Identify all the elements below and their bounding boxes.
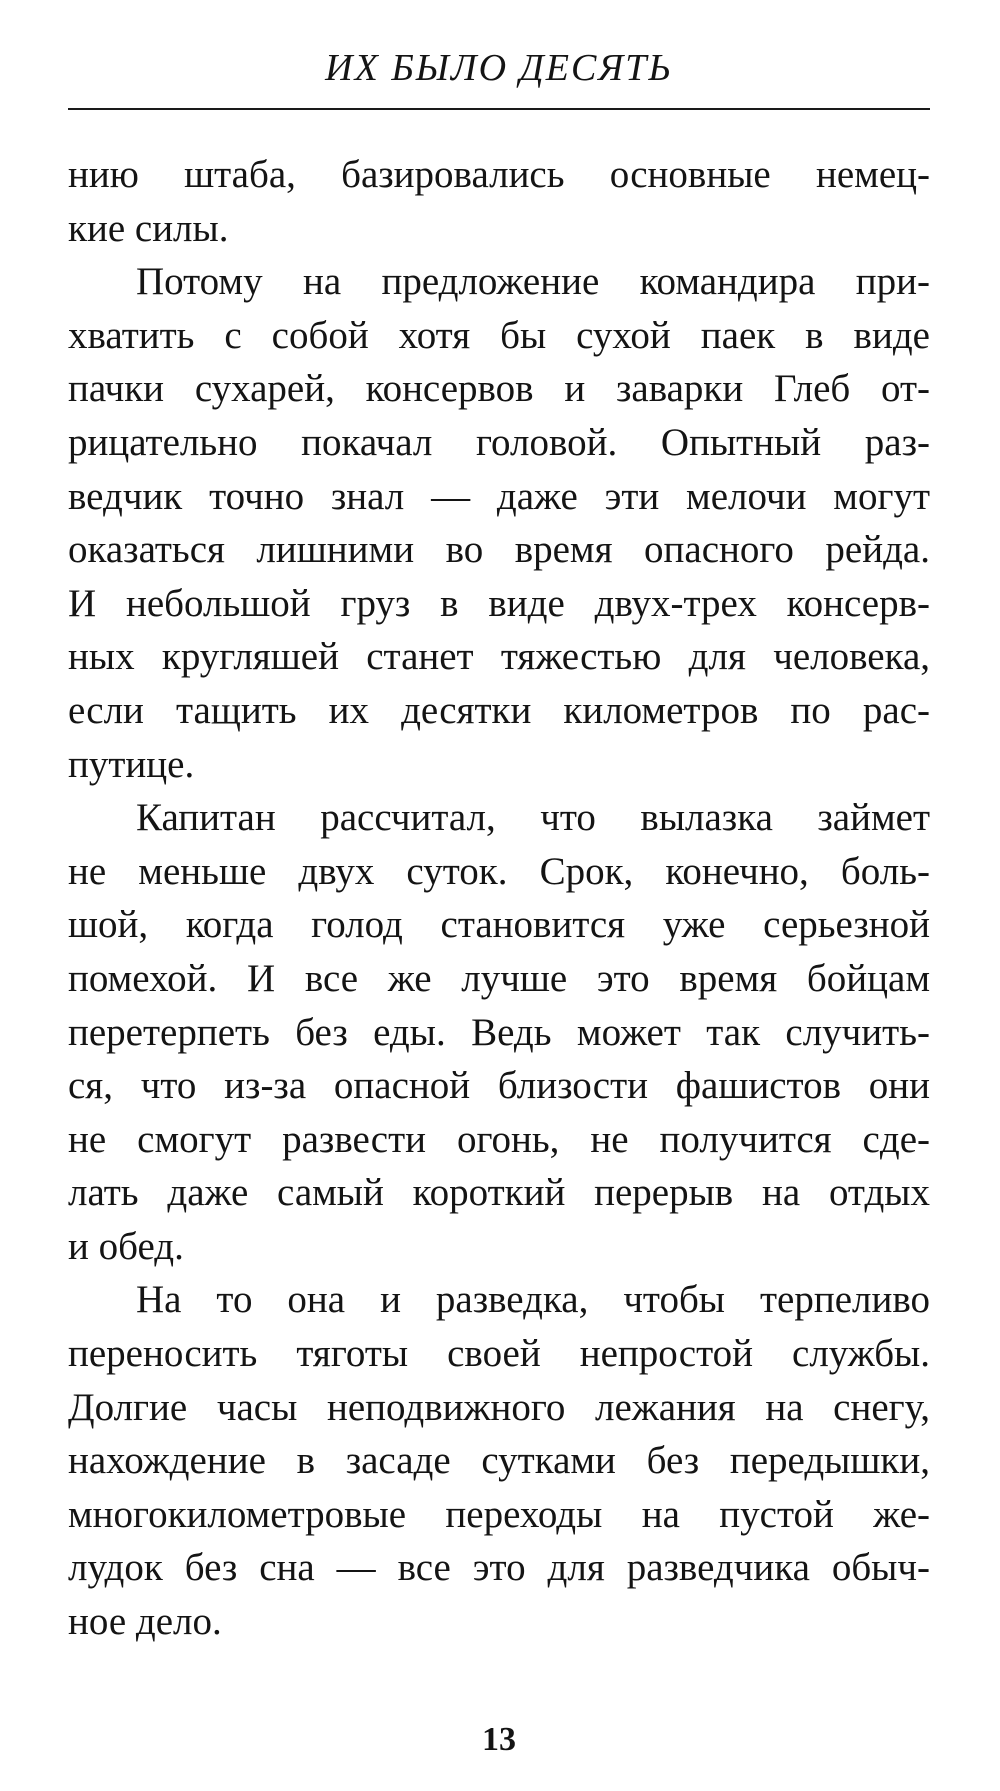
book-page (68, 0, 930, 1791)
header-rule (68, 108, 930, 110)
text-line: шой, когда голод становится уже серьезной (68, 903, 930, 947)
text-line: пачки сухарей, консервов и заварки Глеб от- (68, 367, 930, 411)
text-line: многокилометровые переходы на пустой же- (68, 1492, 930, 1536)
text-line: если тащить их десятки километров по рас- (68, 688, 930, 732)
text-line: лать даже самый короткий перерыв на отдых (68, 1171, 930, 1215)
text-line: нахождение в засаде сутками без передышки, (68, 1439, 930, 1483)
text-line: перетерпеть без еды. Ведь может так случить- (68, 1010, 930, 1054)
text-line: оказаться лишними во время опасного рейда. (68, 528, 930, 572)
text-line: ное дело. (68, 1600, 222, 1644)
text-line: путице. (68, 742, 195, 786)
text-line: лудок без сна — все это для разведчика обыч- (68, 1546, 930, 1590)
text-line: кие силы. (68, 206, 229, 250)
text-line: нию штаба, базировались основные немец- (68, 153, 930, 196)
text-line: не меньше двух суток. Срок, конечно, боль- (68, 849, 930, 893)
text-line: хватить с собой хотя бы сухой паек в виде (68, 313, 930, 357)
text-line: и обед. (68, 1224, 184, 1268)
text-line: ных кругляшей станет тяжестью для человека, (68, 635, 930, 679)
page-number: 13 (482, 1721, 516, 1758)
text-line: Потому на предложение командира при- (136, 260, 930, 304)
text-line: не смогут развести огонь, не получится сде- (68, 1117, 930, 1161)
text-line: переносить тяготы своей непростой службы. (68, 1332, 930, 1376)
text-line: рицательно покачал головой. Опытный раз- (68, 420, 930, 464)
text-line: Долгие часы неподвижного лежания на снегу, (68, 1385, 930, 1429)
text-line: ведчик точно знал — даже эти мелочи могут (68, 474, 930, 518)
text-line: Капитан рассчитал, что вылазка займет (136, 796, 930, 840)
text-line: На то она и разведка, чтобы терпеливо (136, 1278, 930, 1322)
text-line: помехой. И все же лучше это время бойцам (68, 956, 930, 1000)
text-line: ся, что из-за опасной близости фашистов они (68, 1064, 930, 1108)
running-head: ИХ БЫЛО ДЕСЯТЬ (325, 47, 673, 89)
body-text (68, 148, 930, 1649)
text-line: И небольшой груз в виде двух-трех консерв- (68, 581, 930, 625)
